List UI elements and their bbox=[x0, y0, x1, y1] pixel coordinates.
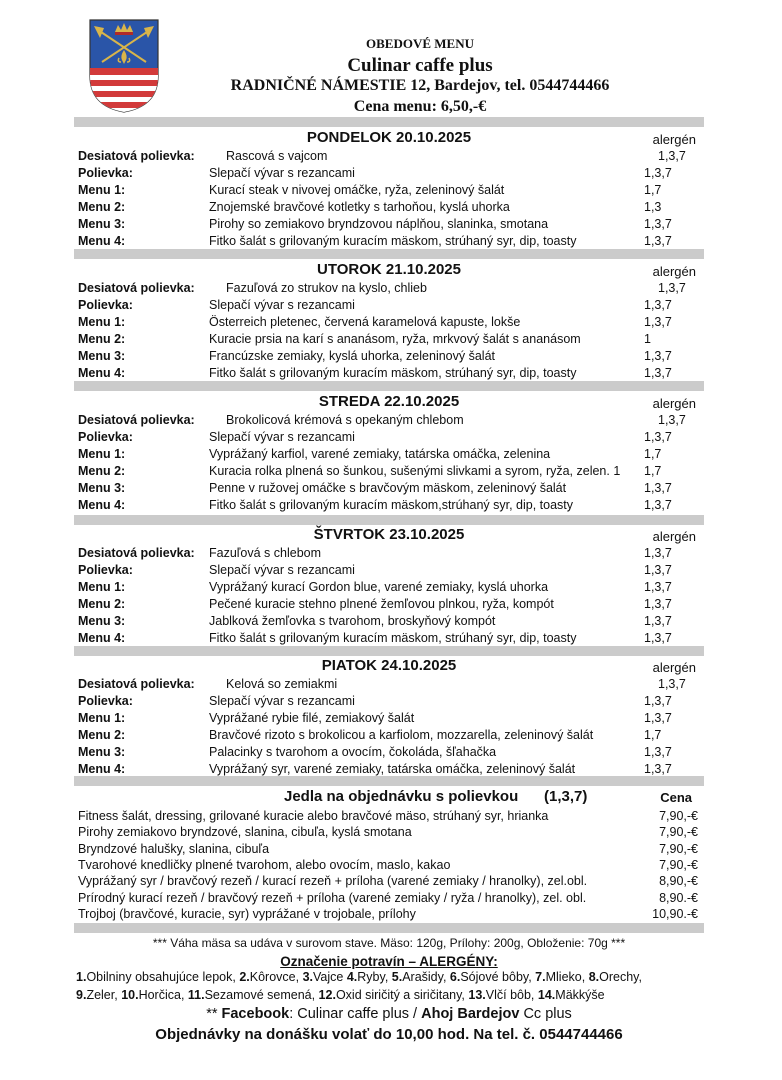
menu-row-label: Menu 2: bbox=[78, 728, 126, 742]
order-item-price: 10,90.-€ bbox=[652, 906, 698, 921]
allergen-number: 9. bbox=[76, 988, 87, 1002]
menu-row bbox=[78, 480, 704, 497]
separator-bar bbox=[74, 923, 704, 933]
menu-row-label: Menu 2: bbox=[78, 597, 126, 611]
order-item-dish: Tvarohové knedličky plnené tvarohom, alebo ovocím, maslo, kakao bbox=[78, 857, 451, 872]
menu-row bbox=[78, 630, 704, 647]
menu-row-label: Desiatová polievka: bbox=[78, 546, 195, 560]
allergen-column-header: alergén bbox=[652, 132, 696, 147]
menu-row-dish: Penne v ružovej omáčke s bravčovým mäskom, zeleninový šalát bbox=[209, 481, 567, 495]
order-item bbox=[78, 824, 698, 840]
menu-row-allergens: 1,3,7 bbox=[644, 166, 672, 180]
menu-row bbox=[78, 579, 704, 596]
menu-row bbox=[78, 710, 704, 727]
allergen-name: Ryby, bbox=[357, 970, 392, 984]
menu-row-allergens: 1,3,7 bbox=[644, 298, 672, 312]
menu-row-allergens: 1,3,7 bbox=[644, 315, 672, 329]
day-title: STREDA 22.10.2025 bbox=[318, 393, 460, 410]
allergen-list-line bbox=[76, 988, 716, 1002]
menu-row-label: Menu 4: bbox=[78, 631, 126, 645]
menu-row-allergens: 1,3,7 bbox=[644, 614, 672, 628]
allergen-list-line bbox=[76, 970, 716, 984]
menu-row-allergens: 1,3,7 bbox=[644, 349, 672, 363]
menu-row-label: Menu 1: bbox=[78, 183, 126, 197]
allergen-name: Sójové bôby, bbox=[460, 970, 536, 984]
menu-row-dish: Slepačí vývar s rezancami bbox=[209, 694, 355, 708]
allergen-column-header: alergén bbox=[652, 660, 696, 675]
restaurant-name: Culinar caffe plus bbox=[347, 55, 493, 76]
allergen-name: Vajce bbox=[313, 970, 347, 984]
menu-row-label: Desiatová polievka: bbox=[78, 413, 195, 427]
allergen-name: Orechy, bbox=[599, 970, 642, 984]
menu-row bbox=[78, 199, 704, 216]
menu-row-allergens: 1,3,7 bbox=[644, 234, 672, 248]
menu-row-allergens: 1,3,7 bbox=[644, 366, 672, 380]
menu-row-label: Menu 4: bbox=[78, 366, 126, 380]
order-item bbox=[78, 873, 698, 889]
allergen-number: 12. bbox=[318, 988, 336, 1002]
separator-bar bbox=[74, 515, 704, 525]
order-item-price: 7,90,-€ bbox=[659, 857, 698, 872]
menu-row bbox=[78, 613, 704, 630]
order-item-price: 7,90,-€ bbox=[659, 825, 698, 840]
allergen-number: 4. bbox=[346, 970, 358, 984]
menu-row-label: Menu 3: bbox=[78, 217, 126, 231]
allergen-number: 1. bbox=[76, 970, 87, 984]
menu-row-dish: Palacinky s tvarohom a ovocím, čokoláda, šľahačka bbox=[209, 745, 497, 759]
menu-row bbox=[78, 446, 704, 463]
menu-row-allergens: 1,3,7 bbox=[644, 694, 672, 708]
menu-row-dish: Österreich pletenec, červená karamelová kapuste, lokše bbox=[209, 315, 521, 329]
menu-row-label: Polievka: bbox=[78, 694, 133, 708]
menu-row-allergens: 1,3,7 bbox=[644, 498, 672, 512]
menu-row-label: Menu 4: bbox=[78, 762, 126, 776]
menu-row bbox=[78, 463, 704, 480]
facebook-page-text: : Culinar caffe plus / bbox=[289, 1006, 422, 1022]
menu-row-allergens: 1,3,7 bbox=[644, 631, 672, 645]
order-item bbox=[78, 906, 698, 922]
menu-row-allergens: 1,3,7 bbox=[658, 413, 686, 427]
allergen-number: 10. bbox=[121, 988, 139, 1002]
menu-row-label: Menu 2: bbox=[78, 200, 126, 214]
menu-row-allergens: 1,3,7 bbox=[644, 580, 672, 594]
order-item-dish: Bryndzové halušky, slanina, cibuľa bbox=[78, 841, 270, 856]
menu-row-label: Menu 3: bbox=[78, 614, 126, 628]
allergen-name: Vlčí bôb, bbox=[485, 988, 538, 1002]
menu-row-label: Menu 1: bbox=[78, 447, 126, 461]
allergen-number: 6. bbox=[449, 970, 461, 984]
menu-row-label: Menu 1: bbox=[78, 711, 126, 725]
menu-row-label: Menu 4: bbox=[78, 498, 126, 512]
menu-row bbox=[78, 412, 704, 429]
menu-row-dish: Fitko šalát s grilovaným kuracím mäskom,strúhaný syr, dip, toasty bbox=[209, 498, 574, 512]
menu-row-label: Menu 4: bbox=[78, 234, 126, 248]
allergen-number: 14. bbox=[537, 988, 556, 1002]
menu-row-allergens: 1,3,7 bbox=[644, 711, 672, 725]
menu-row bbox=[78, 562, 704, 579]
menu-row-label: Menu 2: bbox=[78, 332, 126, 346]
allergen-column-header: alergén bbox=[652, 529, 696, 544]
menu-row-label: Polievka: bbox=[78, 563, 133, 577]
menu-row bbox=[78, 676, 704, 693]
order-item-dish: Pirohy zemiakovo bryndzové, slanina, cibuľa, kyslá smotana bbox=[78, 825, 412, 840]
menu-row-dish: Fitko šalát s grilovaným kuracím mäskom, strúhaný syr, dip, toasty bbox=[209, 366, 577, 380]
day-title: PIATOK 24.10.2025 bbox=[321, 657, 457, 674]
menu-row-dish: Kurací steak v nivovej omáčke, ryža, zeleninový šalát bbox=[209, 183, 505, 197]
menu-row-dish: Brokolicová krémová s opekaným chlebom bbox=[226, 413, 464, 427]
menu-row-dish: Slepačí vývar s rezancami bbox=[209, 563, 355, 577]
menu-row-label: Menu 3: bbox=[78, 481, 126, 495]
menu-row-dish: Slepačí vývar s rezancami bbox=[209, 166, 355, 180]
order-title-text: Jedla na objednávku s polievkou bbox=[284, 788, 519, 805]
menu-row bbox=[78, 727, 704, 744]
menu-row bbox=[78, 693, 704, 710]
menu-row-label: Menu 1: bbox=[78, 315, 126, 329]
menu-row-label: Menu 1: bbox=[78, 580, 126, 594]
order-item-price: 7,90,-€ bbox=[659, 841, 698, 856]
menu-row bbox=[78, 182, 704, 199]
menu-row-label: Polievka: bbox=[78, 166, 133, 180]
menu-row bbox=[78, 233, 704, 250]
menu-row-dish: Vyprážané rybie filé, zemiakový šalát bbox=[209, 711, 415, 725]
menu-row-dish: Rascová s vajcom bbox=[226, 149, 328, 163]
menu-row-allergens: 1,3,7 bbox=[644, 546, 672, 560]
menu-row bbox=[78, 297, 704, 314]
menu-row-dish: Fazuľová s chlebom bbox=[209, 546, 322, 560]
menu-row-dish: Pirohy so zemiakovo bryndzovou náplňou, slaninka, smotana bbox=[209, 217, 549, 231]
allergen-number: 5. bbox=[391, 970, 403, 984]
order-item-dish: Trojboj (bravčové, kuracie, syr) vyprážané v trojobale, prílohy bbox=[78, 906, 416, 921]
menu-row-allergens: 1,7 bbox=[644, 728, 662, 742]
order-item bbox=[78, 841, 698, 857]
day-title: PONDELOK 20.10.2025 bbox=[306, 129, 472, 146]
order-item bbox=[78, 857, 698, 873]
menu-row-dish: Pečené kuracie stehno plnené žemľovou plnkou, ryža, kompót bbox=[209, 597, 554, 611]
order-item-price: 8,90,-€ bbox=[659, 874, 698, 889]
facebook-group-suffix: Cc plus bbox=[519, 1006, 572, 1022]
menu-row-dish: Fitko šalát s grilovaným kuracím mäskom, strúhaný syr, dip, toasty bbox=[209, 631, 577, 645]
menu-row-dish: Bravčové rizoto s brokolicou a karfiolom, mozzarella, zeleninový šalát bbox=[209, 728, 594, 742]
menu-row-allergens: 1,3,7 bbox=[644, 481, 672, 495]
menu-row bbox=[78, 216, 704, 233]
menu-row bbox=[78, 280, 704, 297]
menu-row-dish: Fitko šalát s grilovaným kuracím mäskom, strúhaný syr, dip, toasty bbox=[209, 234, 577, 248]
menu-price: Cena menu: 6,50,-€ bbox=[353, 98, 487, 115]
order-item-dish: Prírodný kurací rezeň / bravčový rezeň + príloha (varené zemiaky / ryža / hranolky), zel. obl. bbox=[78, 890, 587, 905]
order-item-price: 8,90.-€ bbox=[659, 890, 698, 905]
menu-row-allergens: 1,3,7 bbox=[644, 762, 672, 776]
menu-row-dish: Kuracia rolka plnená so šunkou, sušenými slivkami a syrom, ryža, zelen. 1 bbox=[209, 464, 621, 478]
separator-bar bbox=[74, 381, 704, 391]
facebook-line bbox=[74, 1006, 704, 1022]
order-title-allergens: (1,3,7) bbox=[544, 788, 588, 805]
delivery-order-info: Objednávky na donášku volať do 10,00 hod. Na tel. č. 0544744466 bbox=[155, 1026, 623, 1043]
menu-row-label: Menu 2: bbox=[78, 464, 126, 478]
menu-row-allergens: 1,7 bbox=[644, 183, 662, 197]
menu-subtitle: OBEDOVÉ MENU bbox=[366, 36, 474, 51]
allergen-title: Označenie potravín – ALERGÉNY: bbox=[280, 954, 498, 969]
menu-row bbox=[78, 331, 704, 348]
menu-row-dish: Kuracie prsia na karí s ananásom, ryža, mrkvový šalát s ananásom bbox=[209, 332, 581, 346]
menu-row-dish: Znojemské bravčové kotletky s tarhoňou, kyslá uhorka bbox=[209, 200, 510, 214]
menu-row-allergens: 1,7 bbox=[644, 447, 662, 461]
order-item-dish: Fitness šalát, dressing, grilované kuracie alebo bravčové mäso, strúhaný syr, hrianka bbox=[78, 809, 549, 823]
allergen-name: Obilniny obsahujúce lepok, bbox=[86, 970, 240, 984]
price-header: Cena bbox=[660, 790, 692, 805]
menu-row-allergens: 1,3 bbox=[644, 200, 662, 214]
menu-row-dish: Slepačí vývar s rezancami bbox=[209, 298, 355, 312]
menu-row-dish: Francúzske zemiaky, kyslá uhorka, zeleninový šalát bbox=[209, 349, 495, 363]
menu-row-allergens: 1,3,7 bbox=[644, 745, 672, 759]
menu-row-allergens: 1 bbox=[644, 332, 651, 346]
allergen-name: Arašidy, bbox=[402, 970, 450, 984]
menu-row bbox=[78, 497, 704, 514]
allergen-number: 2. bbox=[239, 970, 250, 984]
facebook-prefix: ** bbox=[206, 1006, 222, 1022]
coat-of-arms-logo bbox=[88, 18, 160, 114]
menu-row-allergens: 1,3,7 bbox=[658, 677, 686, 691]
allergen-name: Kôrovce, bbox=[249, 970, 303, 984]
menu-row bbox=[78, 761, 704, 778]
menu-row bbox=[78, 545, 704, 562]
menu-row-allergens: 1,7 bbox=[644, 464, 662, 478]
menu-row-allergens: 1,3,7 bbox=[644, 563, 672, 577]
menu-row bbox=[78, 365, 704, 382]
order-item-dish: Vyprážaný syr / bravčový rezeň / kurací rezeň + príloha (varené zemiaky / hranolky), zel.obl. bbox=[78, 874, 588, 889]
restaurant-address: RADNIČNÉ NÁMESTIE 12, Bardejov, tel. 0544744466 bbox=[230, 77, 610, 94]
menu-row bbox=[78, 148, 704, 165]
separator-bar bbox=[74, 249, 704, 259]
menu-row-dish: Vyprážaný karfiol, varené zemiaky, tatárska omáčka, zelenina bbox=[209, 447, 551, 461]
order-item-price: 7,90,-€ bbox=[659, 809, 698, 823]
allergen-number: 11. bbox=[187, 988, 205, 1002]
menu-row-label: Menu 3: bbox=[78, 745, 126, 759]
menu-row-allergens: 1,3,7 bbox=[644, 217, 672, 231]
menu-row-dish: Kelová so zemiakmi bbox=[226, 677, 338, 691]
allergen-name: Horčica, bbox=[138, 988, 188, 1002]
day-title: ŠTVRTOK 23.10.2025 bbox=[313, 526, 465, 543]
allergen-name: Mlieko, bbox=[545, 970, 589, 984]
menu-row-label: Polievka: bbox=[78, 298, 133, 312]
separator-bar bbox=[74, 117, 704, 127]
menu-row bbox=[78, 429, 704, 446]
facebook-group-name: Ahoj Bardejov bbox=[421, 1006, 520, 1022]
menu-row-label: Desiatová polievka: bbox=[78, 281, 195, 295]
menu-row-label: Desiatová polievka: bbox=[78, 677, 195, 691]
menu-row-allergens: 1,3,7 bbox=[658, 281, 686, 295]
order-item bbox=[78, 890, 698, 906]
menu-row bbox=[78, 744, 704, 761]
allergen-number: 3. bbox=[302, 970, 313, 984]
weight-note: *** Váha mäsa sa udáva v surovom stave. Mäso: 120g, Prílohy: 200g, Obloženie: 70g *** bbox=[152, 936, 626, 950]
menu-row bbox=[78, 348, 704, 365]
allergen-name: Mäkkýše bbox=[555, 988, 605, 1002]
menu-row-dish: Fazuľová zo strukov na kyslo, chlieb bbox=[226, 281, 427, 295]
menu-row-label: Desiatová polievka: bbox=[78, 149, 195, 163]
allergen-column-header: alergén bbox=[652, 396, 696, 411]
menu-row bbox=[78, 596, 704, 613]
separator-bar bbox=[74, 646, 704, 656]
allergen-name: Sezamové semená, bbox=[204, 988, 319, 1002]
menu-row-allergens: 1,3,7 bbox=[658, 149, 686, 163]
menu-row-allergens: 1,3,7 bbox=[644, 430, 672, 444]
menu-row-dish: Vyprážaný kurací Gordon blue, varené zemiaky, kyslá uhorka bbox=[209, 580, 549, 594]
allergen-name: Zeler, bbox=[86, 988, 122, 1002]
menu-row-label: Menu 3: bbox=[78, 349, 126, 363]
menu-row-label: Polievka: bbox=[78, 430, 133, 444]
day-title: UTOROK 21.10.2025 bbox=[317, 261, 461, 278]
order-item bbox=[78, 808, 698, 824]
facebook-label: Facebook bbox=[221, 1006, 290, 1022]
menu-row-allergens: 1,3,7 bbox=[644, 597, 672, 611]
menu-row-dish: Jablková žemľovka s tvarohom, broskyňový kompót bbox=[209, 614, 496, 628]
menu-row bbox=[78, 165, 704, 182]
menu-row-dish: Slepačí vývar s rezancami bbox=[209, 430, 355, 444]
allergen-name: Oxid siričitý a siričitany, bbox=[335, 988, 469, 1002]
allergen-number: 13. bbox=[468, 988, 486, 1002]
menu-row-dish: Vyprážaný syr, varené zemiaky, tatárska omáčka, zeleninový šalát bbox=[209, 762, 576, 776]
allergen-column-header: alergén bbox=[652, 264, 696, 279]
allergen-number: 7. bbox=[535, 970, 546, 984]
menu-row bbox=[78, 314, 704, 331]
allergen-number: 8. bbox=[588, 970, 600, 984]
